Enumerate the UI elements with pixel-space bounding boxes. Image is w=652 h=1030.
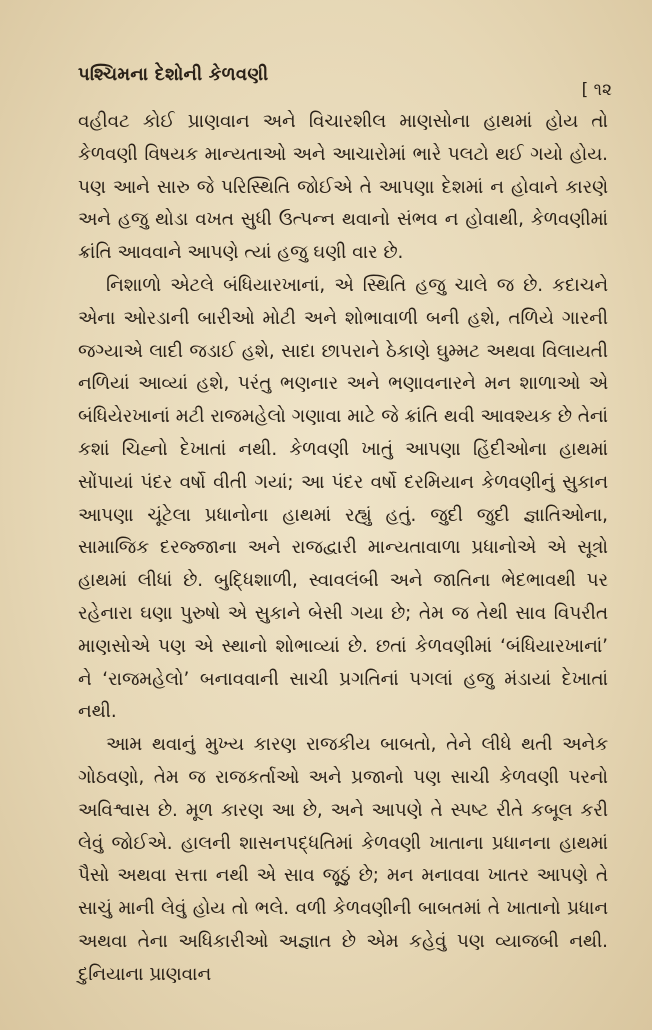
paragraph-2: નિશાળો એટલે બંધિયારખાનાં, એ સ્થિતિ હજુ ચાલે જ છે. કદાચને એના ઓરડાની બારીઓ મોટી અને શોભાવાળી બની હશે, તળિયે ગારની જગ્યાએ લાદી જડાઈ હશે, સાદા છાપરાને ઠેકાણે ઘુમ્મટ અથવા વિલાયતી નળિયાં આવ્યાં હશે, પરંતુ ભણનાર અને ભણાવનારને મન શાળાઓ એ બંધિયેરખાનાં મટી રાજમહેલો ગણાવા માટે જે ક્રાંતિ થવી આવશ્યક છે તેનાં કશાં ચિહ્નો દેખાતાં નથી. કેળવણી ખાતું આપણા હિંદીઓના હાથમાં સોંપાયાં પંદર વર્ષો વીતી ગયાં; આ પંદર વર્ષો દરમિયાન કેળવણીનું સુકાન આપણા ચૂંટેલા પ્રધાનોના હાથમાં રહ્યું હતું. જુદી જુદી જ્ઞાતિઓના, સામાજિક દરજ્જાના અને રાજદ્વારી માન્યતાવાળા પ્રધાનોએ એ સૂત્રો હાથમાં લીધાં છે. બુદ્ધિશાળી, સ્વાવલંબી અને જાતિના ભેદભાવથી પર રહેનારા ઘણા પુરુષો એ સુકાને બેસી ગયા છે; તેમ જ તેથી સાવ વિપરીત માણસોએ પણ એ સ્થાનો શોભાવ્યાં છે. છતાં કેળવણીમાં ‘બંધિયારખાનાં’ ને ‘રાજમહેલો’ બનાવવાની સાચી પ્રગતિનાં પગલાં હજુ મંડાયાં દેખાતાં નથી.: [78, 274, 608, 723]
paragraph-1: વહીવટ કોઈ પ્રાણવાન અને વિચારશીલ માણસોના હાથમાં હોય તો કેળવણી વિષયક માન્યતાઓ અને આચારોમાં ભારે પલટો થઈ ગયો હોય. પણ આને સારુ જે પરિસ્થિતિ જોઈએ તે આપણા દેશમાં ન હોવાને કારણે અને હજુ થોડા વખત સુધી ઉત્પન્ન થવાનો સંભવ ન હોવાથી, કેળવણીમાં ક્રાંતિ આવવાને આપણે ત્યાં હજુ ઘણી વાર છે.: [78, 111, 608, 264]
page-header: [78, 52, 612, 100]
paragraph-3: આમ થવાનું મુખ્ય કારણ રાજકીય બાબતો, તેને લીધે થતી અનેક ગોઠવણો, તેમ જ રાજકર્તાઓ અને પ્રજાનો પણ સાચી કેળવણી પરનો અવિશ્વાસ છે. મૂળ કારણ આ છે, અને આપણે તે સ્પષ્ટ રીતે કબૂલ કરી લેવું જોઈએ. હાલની શાસનપદ્ધતિમાં કેળવણી ખાતાના પ્રધાનના હાથમાં પૈસો અથવા સત્તા નથી એ સાવ જૂઠું છે; મન મનાવવા ખાતર આપણે તે સાચું માની લેવું હોય તો ભલે. વળી કેળવણીની બાબતમાં તે ખાતાનો પ્રધાન અથવા તેના અધિકારીઓ અજ્ઞાત છે એમ કહેવું પણ વ્યાજબી નથી. દુનિયાના પ્રાણવાન: [78, 734, 608, 985]
body-text: [78, 106, 608, 992]
page-number: [ ૧૨: [581, 80, 612, 100]
running-head: પશ્ચિમના દેશોની કેળવણી: [78, 64, 269, 85]
